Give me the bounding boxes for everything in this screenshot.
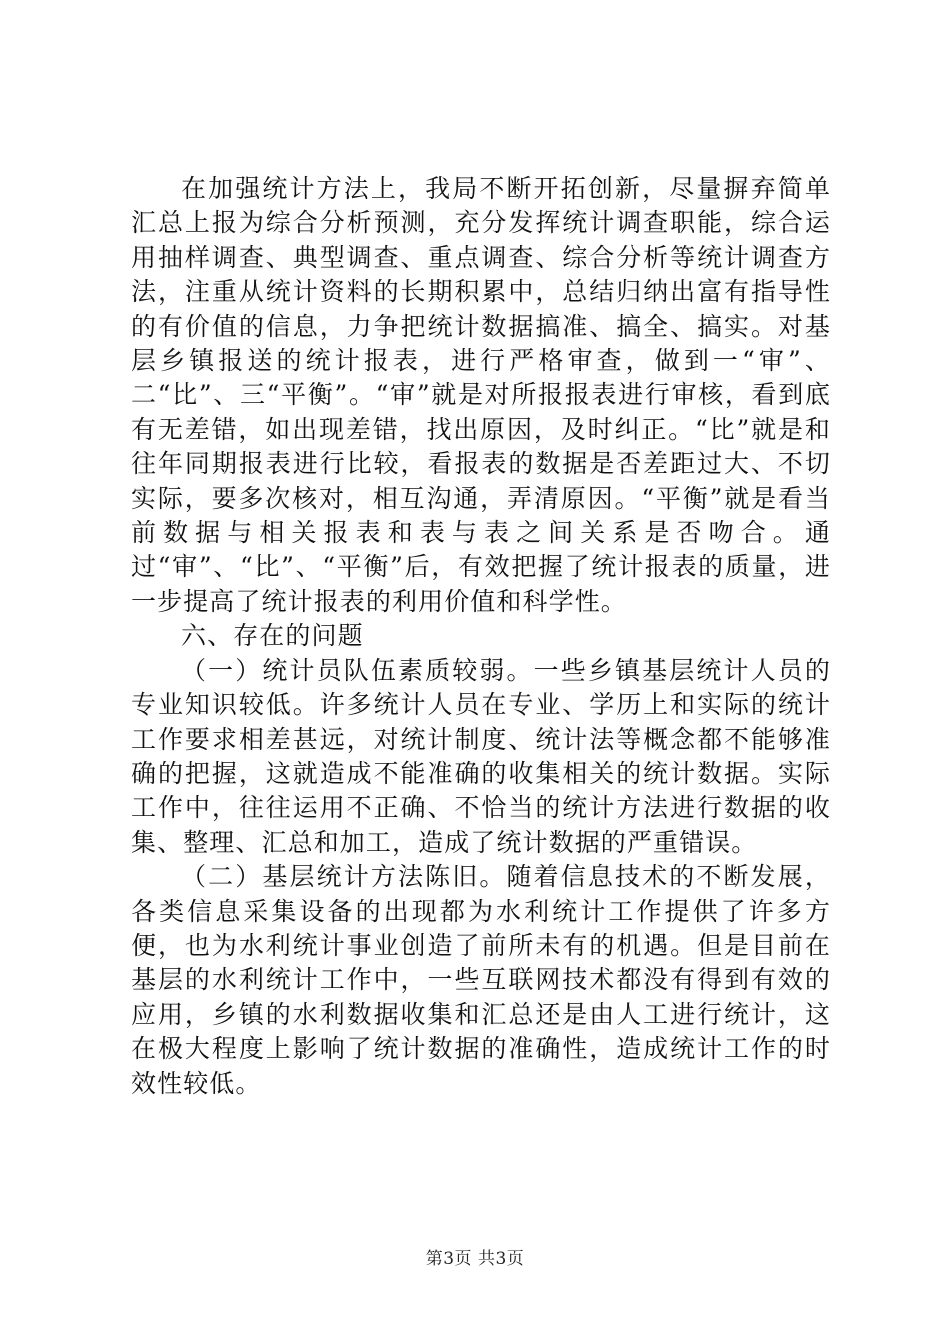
section-heading-problems: 六、存在的问题 [181,621,364,651]
paragraph-problem-1: （一）统计员队伍素质较弱。一些乡镇基层统计人员的专业知识较低。许多统计人员在专业、学历上和实际的统计工作要求相差甚远，对统计制度、统计法等概念都不能够准确的把握，这就造成不能准确的收集相关的统计数据。实际工作中，往往运用不正确、不恰当的统计方法进行数据的收集、整理、汇总和加工，造成了统计数据的严重错误。 [131,655,831,857]
document-body [131,172,831,1101]
paragraph-statistics-methods: 在加强统计方法上，我局不断开拓创新，尽量摒弃简单汇总上报为综合分析预测，充分发挥统计调查职能，综合运用抽样调查、典型调查、重点调查、综合分析等统计调查方法，注重从统计资料的长期积累中，总结归纳出富有指导性的有价值的信息，力争把统计数据搞准、搞全、搞实。对基层乡镇报送的统计报表，进行严格审查，做到一“审”、二“比”、三“平衡”。“审”就是对所报报表进行审核，看到底有无差错，如出现差错，找出原因，及时纠正。“比”就是和往年同期报表进行比较，看报表的数据是否差距过大、不切实际，要多次核对，相互沟通，弄清原因。“平衡”就是看当前数据与相关报表和表与表之间关系是否吻合。通过“审”、“比”、“平衡”后，有效把握了统计报表的质量，进一步提高了统计报表的利用价值和科学性。 [131,174,831,616]
page-number-footer: 第3页 共3页 [425,1249,525,1269]
paragraph-problem-2: （二）基层统计方法陈旧。随着信息技术的不断发展，各类信息采集设备的出现都为水利统计工作提供了许多方便，也为水利统计事业创造了前所未有的机遇。但是目前在基层的水利统计工作中，一些互联网技术都没有得到有效的应用，乡镇的水利数据收集和汇总还是由人工进行统计，这在极大程度上影响了统计数据的准确性，造成统计工作的时效性较低。 [131,862,831,1098]
